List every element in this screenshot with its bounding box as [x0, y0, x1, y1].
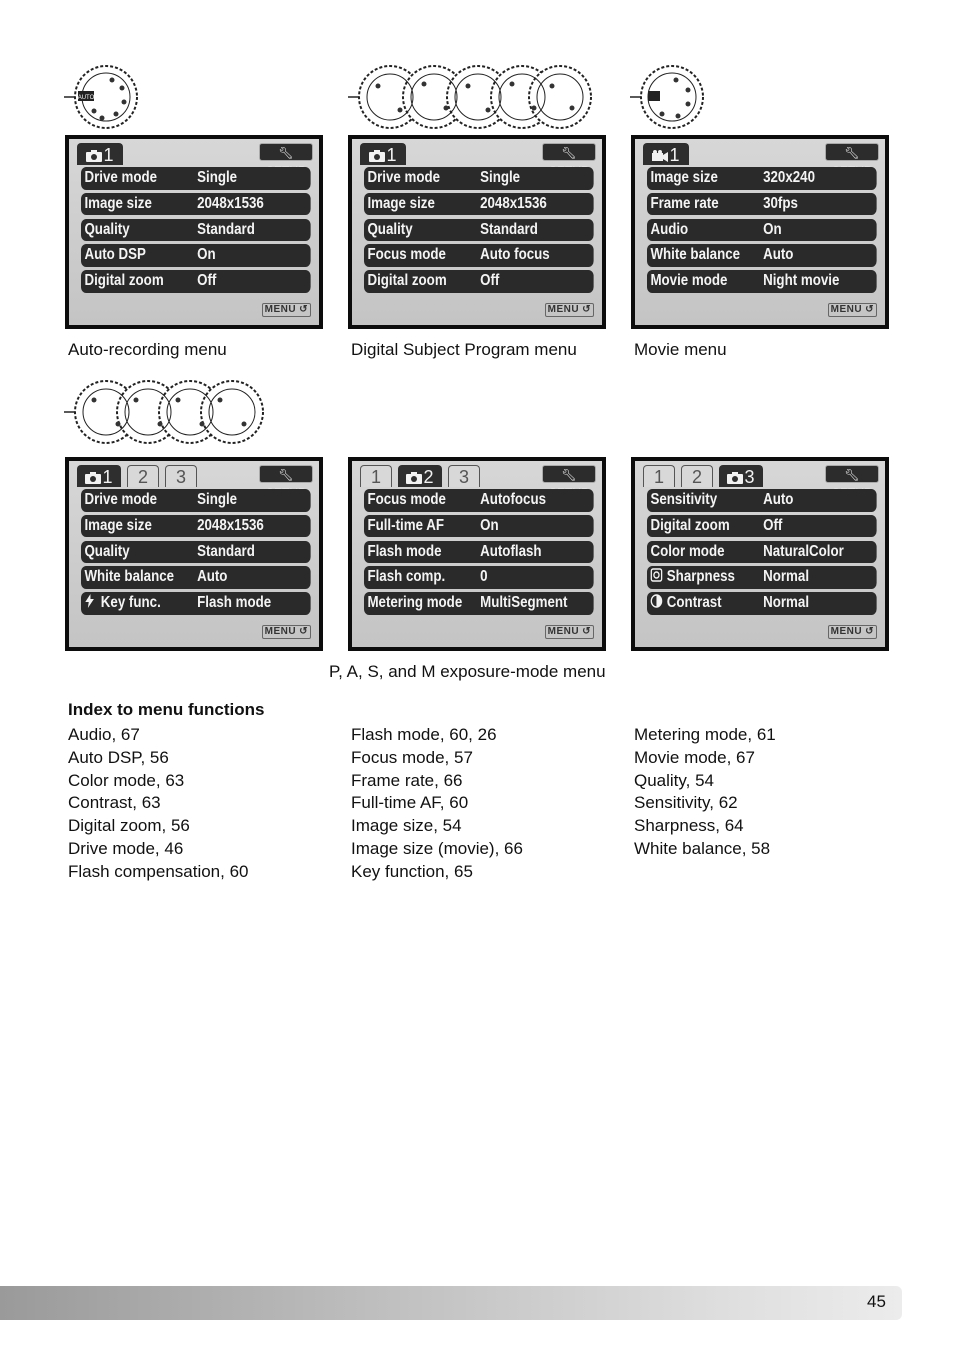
setup-button[interactable]	[542, 143, 596, 161]
menu-row[interactable]: Metering mode MultiSegment	[364, 592, 594, 615]
caption-pasm: P, A, S, and M exposure-mode menu	[329, 662, 606, 681]
mode-dial-auto-icon	[64, 64, 144, 132]
wrench-icon: 🔧︎	[561, 146, 577, 160]
menu-row[interactable]: Sensitivity Auto	[647, 489, 877, 512]
movie-menu-screen	[631, 135, 889, 329]
index-entry: Color mode, 63	[68, 770, 185, 790]
menu-row[interactable]: Digital zoom Off	[81, 270, 311, 293]
mode-dial-group-icon	[348, 64, 593, 132]
tab-1[interactable]: 1	[360, 143, 406, 165]
mode-dial-pasm	[64, 378, 269, 448]
wrench-icon: 🔧︎	[278, 468, 294, 482]
tab-1[interactable]: 1	[643, 143, 689, 165]
auto-recording-menu-screen	[65, 135, 323, 329]
menu-row[interactable]: Flash mode Autoflash	[364, 541, 594, 564]
return-arrow-icon: ↺	[865, 626, 874, 637]
svg-text:AUTO: AUTO	[77, 95, 95, 101]
index-column-3	[634, 724, 776, 861]
index-entry: White balance, 58	[634, 838, 771, 858]
pasm-menu-screen-tab1	[65, 457, 323, 651]
menu-row[interactable]: Image size 2048x1536	[364, 193, 594, 216]
index-entry: Audio, 67	[68, 725, 140, 744]
menu-row[interactable]: Movie mode Night movie	[647, 270, 877, 293]
menu-row[interactable]: Contrast Normal	[647, 592, 877, 615]
mode-dial-digital-subject	[348, 64, 593, 132]
camera-icon	[406, 467, 422, 489]
wrench-icon: 🔧︎	[561, 468, 577, 482]
menu-row[interactable]: Full-time AF On	[364, 515, 594, 538]
menu-row[interactable]: Quality Standard	[81, 219, 311, 242]
index-entry: Auto DSP, 56	[68, 747, 169, 767]
menu-row[interactable]: White balance Auto	[647, 244, 877, 267]
index-entry: Key function, 65	[351, 861, 473, 881]
digital-subject-menu-screen	[348, 135, 606, 329]
camera-icon	[86, 145, 102, 167]
menu-row[interactable]: Drive mode Single	[81, 167, 311, 190]
menu-row[interactable]: Frame rate 30fps	[647, 193, 877, 216]
setup-button[interactable]	[259, 143, 313, 161]
movie-camera-icon	[652, 145, 668, 167]
return-arrow-icon: ↺	[582, 626, 591, 637]
return-arrow-icon: ↺	[299, 626, 308, 637]
menu-row[interactable]: Image size 320x240	[647, 167, 877, 190]
index-column-1	[68, 724, 249, 884]
wrench-icon: 🔧︎	[844, 146, 860, 160]
menu-row[interactable]: Image size 2048x1536	[81, 515, 311, 538]
index-title: Index to menu functions	[68, 700, 265, 719]
setup-button[interactable]	[825, 143, 879, 161]
menu-button[interactable]: MENU ↺	[262, 625, 311, 639]
menu-row[interactable]: Digital zoom Off	[364, 270, 594, 293]
index-entry: Sensitivity, 62	[634, 793, 738, 813]
sharpness-icon	[650, 567, 662, 581]
index-entry: Full-time AF, 60	[351, 793, 469, 813]
tab-1[interactable]: 1	[643, 465, 675, 487]
tab-1[interactable]: 1	[360, 465, 392, 487]
menu-row[interactable]: Sharpness Normal	[647, 566, 877, 589]
menu-row[interactable]: Audio On	[647, 219, 877, 242]
tab-2[interactable]: 2	[681, 465, 713, 487]
caption-digital-subject: Digital Subject Program menu	[351, 340, 577, 359]
wrench-icon: 🔧︎	[278, 146, 294, 160]
caption-auto-recording: Auto-recording menu	[68, 340, 227, 359]
setup-button[interactable]	[825, 465, 879, 483]
pasm-menu-screen-tab3	[631, 457, 889, 651]
mode-dial-movie-icon	[630, 64, 710, 132]
menu-row[interactable]: Drive mode Single	[81, 489, 311, 512]
menu-row[interactable]: Quality Standard	[364, 219, 594, 242]
camera-icon	[85, 467, 101, 489]
tab-1[interactable]: 1	[77, 465, 121, 487]
caption-movie: Movie menu	[634, 340, 727, 359]
menu-button[interactable]: MENU ↺	[262, 303, 311, 317]
menu-button[interactable]: MENU ↺	[828, 625, 877, 639]
mode-dial-movie	[630, 64, 710, 132]
setup-button[interactable]	[542, 465, 596, 483]
tab-2[interactable]: 2	[127, 465, 159, 487]
pasm-menu-screen-tab2	[348, 457, 606, 651]
menu-row[interactable]: Auto DSP On	[81, 244, 311, 267]
return-arrow-icon: ↺	[299, 304, 308, 315]
mode-dial-auto	[64, 64, 144, 132]
tab-3[interactable]: 3	[448, 465, 480, 487]
index-entry: Focus mode, 57	[351, 747, 473, 767]
menu-row[interactable]: Quality Standard	[81, 541, 311, 564]
mode-dial-pasm-icon	[64, 378, 269, 448]
page-number: 45	[867, 1292, 886, 1311]
index-entry: Flash compensation, 60	[68, 861, 249, 881]
index-entry: Drive mode, 46	[68, 838, 184, 858]
index-entry: Flash mode, 60, 26	[351, 725, 497, 744]
index-entry: Digital zoom, 56	[68, 816, 190, 836]
tab-1[interactable]: 1	[77, 143, 123, 165]
menu-row[interactable]: White balance Auto	[81, 566, 311, 589]
menu-row[interactable]: Image size 2048x1536	[81, 193, 311, 216]
index-entry: Quality, 54	[634, 770, 715, 790]
camera-icon	[369, 145, 385, 167]
tab-3[interactable]: 3	[165, 465, 197, 487]
menu-row[interactable]: Digital zoom Off	[647, 515, 877, 538]
index-entry: Sharpness, 64	[634, 816, 744, 836]
index-entry: Image size (movie), 66	[351, 838, 523, 858]
return-arrow-icon: ↺	[865, 304, 874, 315]
menu-button[interactable]: MENU ↺	[828, 303, 877, 317]
index-column-2	[351, 724, 523, 884]
index-entry: Contrast, 63	[68, 793, 161, 813]
setup-button[interactable]	[259, 465, 313, 483]
wrench-icon: 🔧︎	[844, 468, 860, 482]
menu-row[interactable]: Focus mode Auto focus	[364, 244, 594, 267]
menu-row[interactable]: Focus mode Autofocus	[364, 489, 594, 512]
contrast-icon	[650, 593, 662, 607]
index-entry: Frame rate, 66	[351, 770, 463, 790]
flash-icon	[84, 593, 96, 607]
index-entry: Image size, 54	[351, 816, 462, 836]
menu-row[interactable]: Flash comp. 0	[364, 566, 594, 589]
menu-button[interactable]: MENU ↺	[545, 625, 594, 639]
tab-3[interactable]: 3	[719, 465, 763, 487]
camera-icon	[727, 467, 743, 489]
index-entry: Metering mode, 61	[634, 725, 776, 744]
menu-row[interactable]: Color mode NaturalColor	[647, 541, 877, 564]
footer-bar	[0, 1286, 902, 1320]
index-entry: Movie mode, 67	[634, 747, 755, 767]
menu-button[interactable]: MENU ↺	[545, 303, 594, 317]
return-arrow-icon: ↺	[582, 304, 591, 315]
tab-2[interactable]: 2	[398, 465, 442, 487]
menu-row[interactable]: Drive mode Single	[364, 167, 594, 190]
menu-row[interactable]: Key func. Flash mode	[81, 592, 311, 615]
